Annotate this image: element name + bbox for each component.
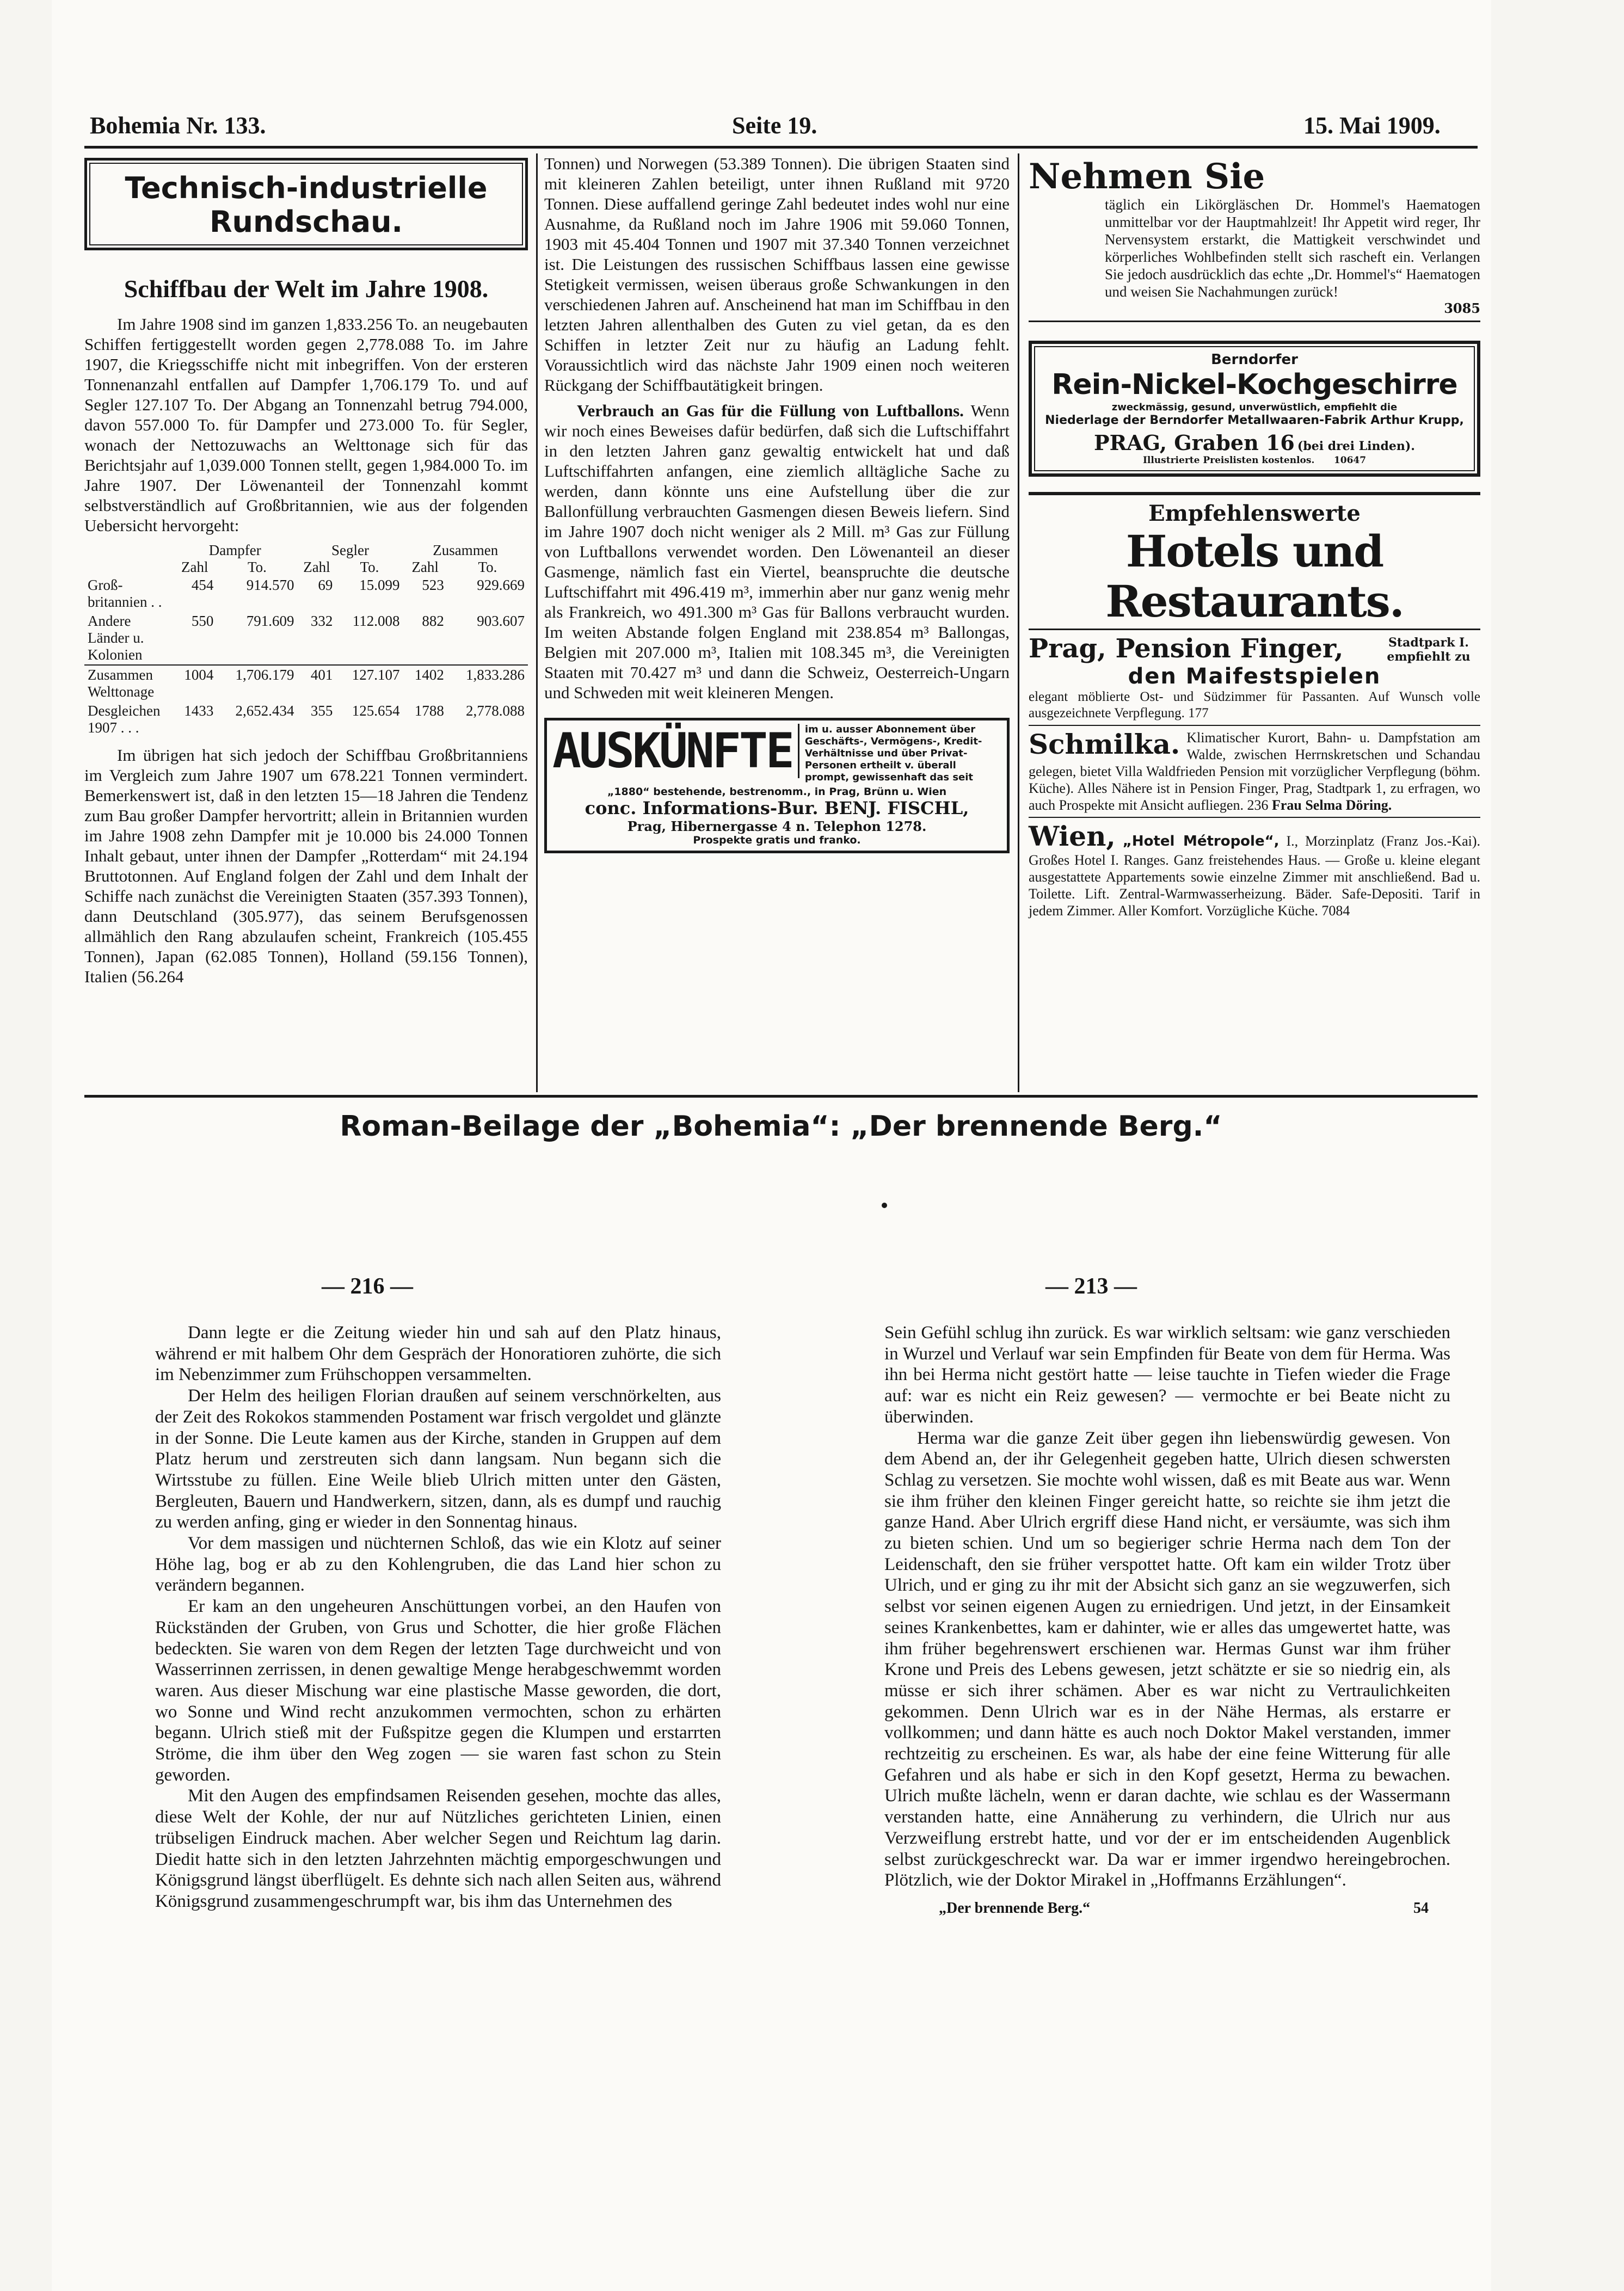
- divider: [1029, 629, 1480, 630]
- ad-auskuenfte-line-1: „1880“ bestehende, bestrenomm., in Prag, Brünn u. Wien: [607, 786, 947, 798]
- novel-right-paragraph: Herma war die ganze Zeit über gegen ihn liebenswürdig gewesen. Von dem Abend an, der ihr Gelegenheit gegeben hatte, Ulrich diesen schwersten Schlag zu versetzen. Sie mochte wohl wissen, daß es mit Beate aus war. Wenn sie ihm früher den kleinen Finger gereicht hatte, so reichte sie ihm jetzt die ganze Hand. Aber Ulrich ergriff diese Hand nicht, er versäumte, was sich ihm zu bieten schien. Und um so begieriger schrie Herma nach dem Ton der Leidenschaft, den sie früher verspottet hatte. Oft kam ein wilder Trotz über Ulrich, und er ging zu ihr mit der Absicht sich ganz an sie wegzuwerfen, sich selbst vor seinen eigenen Augen zu erniedrigen. Und jetzt, in der Einsamkeit seines Krankenbettes, kam er dahinter, wie er alles das umgewertet hatte, was ihm früher begehrenswert erschienen war. Hermas Gunst war ihm früher Krone und Preis des Lebens gewesen, jetzt schätzte er sie so niedrig ein, als müsse er sich ihrer schämen. Aber es war nicht zu Vertraulichkeiten gekommen. Denn Ulrich war es in der Nähe Hermas, als erstarre er vollkommen; und dann hätte es auch noch Doktor Makel verstanden, immer rechtzeitig zu erscheinen. Es war, als habe der eine feine Witterung für alle Gefahren und als habe er sich in den Kopf gesetzt, Herma zu bewachen. Ulrich mußte lächeln, wenn er daran dachte, wie schlau es der Wassermann verstanden hatte, eine Annäherung zu verhindern, die Ulrich nur aus Verzweiflung erstrebt hatte, und vor der er im entscheidenden Augenblick selbst zurückgeschreckt war. Da war er immer irgendwo hereingebrochen. Plötzlich, wie der Doktor Mirakel in „Hoffmanns Erzählungen“.: [884, 1428, 1450, 1890]
- hotel-finger-number: 177: [1188, 706, 1209, 720]
- article-title-shipbuilding: Schiffbau der Welt im Jahre 1908.: [124, 275, 489, 303]
- ad-berndorfer-line-1: Niederlage der Berndorfer Metallwaaren-Fabrik Arthur Krupp,: [1045, 414, 1464, 427]
- novel-right-paragraph: Sein Gefühl schlug ihn zurück. Es war wirklich seltsam: wie ganz verschieden in Wurzel und Verlauf war sein Empfinden für Beate von dem für Herma. Was ihn bei Herma nicht gestört hatte — leise tauchte in Tiefen wieder die Frage auf: war es nicht ein Reiz gewesen? — vermochte er bei Beate nicht zu überwinden.: [884, 1323, 1450, 1427]
- hotel-finger: [1029, 633, 1480, 664]
- novel-left-paragraph: Mit den Augen des empfindsamen Reisenden gesehen, mochte das alles, diese Welt der Kohle, der nur auf Nützliches gerichteten Linien, einen trübseligen Eindruck machen. Aber welcher Segen und Reichtum lag darin. Diedit hatte sich in den letzten Jahrzehnten mächtig emporgeschwungen und Königsgrund längst überflügelt. Es dehnte sich nach allen Seiten aus, während Königsgrund zusammengeschrumpft war, bis ihm das Unternehmen des: [155, 1786, 721, 1911]
- novel-right-page-number: — 213 —: [1045, 1274, 1137, 1299]
- divider: [1029, 321, 1480, 322]
- ad-auskuenfte-line-3: Prag, Hibernergasse 4 n. Telephon 1278.: [627, 818, 927, 834]
- table-row: Groß-britannien . . 454 914.570 69 15.099 523 929.669: [88, 577, 525, 610]
- ad-berndorfer-title: Rein-Nickel-Kochgeschirre: [1051, 368, 1457, 401]
- hotels-heading: Empfehlenswerte: [1148, 501, 1361, 526]
- novel-footer-number: 54: [1413, 1899, 1429, 1917]
- table-subhead: Zahl: [181, 559, 208, 575]
- divider: [1029, 492, 1480, 495]
- shipbuilding-continued: Tonnen) und Norwegen (53.389 Tonnen). Die übrigen Staaten sind mit kleineren Zahlen beteiligt, unter ihnen Rußland mit 9720 Tonnen. Diese auffallend geringe Zahl bedeutet indes wohl nur eine Ausnahme, da Rußland noch im Jahre 1906 mit 59.060 Tonnen, 1903 mit 45.404 Tonnen und 1907 mit 37.340 Tonnen verzeichnet ist. Die Leistungen des russischen Schiffbaus lassen eine gewisse Stetigkeit vermissen, weisen überaus große Schwankungen in den verschiedenen Jahren auf. Anscheinend hat man im Schiffbau in den letzten Jahren allenthalben des Guten zu viel getan, da es den Schiffen in letzter Zeit nur zu häufig an Ladung fehlt. Voraussichtlich wird das nächste Jahr 1909 einen noch weiteren Rückgang der Schiffbautätigkeit bringen.: [544, 154, 1010, 395]
- table-row: Desgleichen 1907 . . . 1433 2,652.434 355 125.654 1788 2,778.088: [88, 703, 525, 736]
- column-2: [544, 153, 1010, 853]
- hotel-schmilka-title: Schmilka.: [1029, 728, 1180, 760]
- table-row: Andere Länder u. Kolonien 550 791.609 332 112.008 882 903.607: [88, 613, 525, 663]
- table-row: Zusammen Welttonage 1004 1,706.179 401 127.107 1402 1,833.286: [84, 665, 528, 701]
- ad-berndorfer-number: 10647: [1333, 455, 1367, 466]
- rubric-box: [84, 158, 528, 250]
- divider: [1029, 725, 1480, 726]
- column-1: [84, 158, 528, 987]
- table-group-total: Zusammen: [433, 542, 499, 558]
- shipbuilding-paragraph-1: Im Jahre 1908 sind im ganzen 1,833.256 To. an neugebauten Schiffen fertiggestellt worden gegen 2,778.088 To. im Jahre 1907, die Kriegsschiffe nicht mit inbegriffen. Von der ersteren Tonnenanzahl entfallen auf Dampfer 1,706.179 To. und auf Segler 127.107 To. Der Abgang an Tonnenzahl betrug 794.000, davon 557.000 To. für Dampfer und 273.000 To. für Segler, wonach der Nettozuwachs an Welttonage sich für das Berichtsjahr auf 1,039.000 Tonnen stellt, gegen 1,984.000 To. im Jahre 1907. Der Löwenanteil der Tonnenzahl kommt selbstverständlich auf Großbritannien, wie aus der folgenden Uebersicht hervorgeht:: [84, 315, 528, 535]
- table-subhead: To.: [478, 559, 497, 575]
- ad-berndorfer-address-note: (bei drei Linden).: [1297, 439, 1415, 453]
- ad-auskuenfte: [544, 718, 1010, 853]
- column-divider-2: [1018, 153, 1019, 1092]
- hotel-wien-number: 7084: [1321, 903, 1350, 919]
- table-group-sailer: Segler: [331, 542, 369, 558]
- novel-left-paragraph: Dann legte er die Zeitung wieder hin und sah auf den Platz hinaus, während er mit halbem Ohr dem Gespräch der Honoratioren zuhörte, die sich im Nebenzimmer zum Frühschoppen versammelten.: [155, 1323, 721, 1385]
- newspaper-page: [52, 0, 1491, 2291]
- table-subhead: To.: [248, 559, 267, 575]
- header-issue: Bohemia Nr. 133.: [90, 112, 266, 139]
- ad-hommel-title: Nehmen Sie: [1029, 156, 1265, 197]
- hotel-finger-title: Prag, Pension Finger,: [1029, 633, 1344, 664]
- table-group-steamer: Dampfer: [208, 542, 261, 558]
- ad-berndorfer-sub: zweckmässig, gesund, unverwüstlich, empfiehlt die: [1111, 402, 1398, 413]
- ad-berndorfer: [1029, 341, 1480, 477]
- column-divider-1: [536, 153, 538, 1092]
- ad-auskuenfte-line-4: Prospekte gratis und franko.: [693, 834, 861, 846]
- hotel-finger-sub: den Maifestspielen: [1128, 664, 1381, 689]
- ad-auskuenfte-title: AUSKÜNFTE: [552, 724, 799, 778]
- gas-paragraph: Wenn wir noch eines Beweises dafür bedürfen, daß sich die Luftschiffahrt in den letzten Jahren ganz gewaltig entwickelt hat und daß Luftschiffahrten anfangen, eine ziemlich alltägliche Sache zu werden, dann könnte uns eine Aufstellung über die zur Ballonfüllung verbrauchten Gasmengen diesen Beweis liefern. Sind im Jahre 1907 doch nicht weniger als 2 Mill. m³ Gas zur Füllung von Luftballons verwendet worden. Den Löwenanteil an dieser Gasmenge, nämlich fast ein Viertel, beanspruchte die deutsche Luftschiffahrt mit 496.419 m³, immerhin aber nur ganz wenig mehr als Frankreich, wo 491.300 m³ Gas für Ballons verbraucht wurden. Im weiten Abstande folgen England mit 238.854 m³ Ballongas, Belgien mit 207.000 m³, Italien mit 108.345 m³, die Vereinigten Staaten mit 70.427 m³ und dann die Schweiz, Oesterreich-Ungarn und Schweden mit weit kleineren Mengen.: [544, 401, 1010, 702]
- column-3: [1029, 158, 1480, 919]
- shipbuilding-paragraph-2: Im übrigen hat sich jedoch der Schiffbau Großbritanniens im Vergleich zum Jahre 1907 um 678.221 Tonnen vermindert. Bemerkenswert ist, daß in den letzten 15—18 Jahren die Tendenz zum Bau großer Dampfer hervortritt; allein in Britannien wurden im Jahre 1908 zehn Dampfer mit je 10.000 bis 24.000 Tonnen Inhalt gebaut, unter ihnen der Dampfer „Rotterdam“ mit 24.194 Bruttotonnen. Auf England folgen der Zahl und dem Inhalt der Schiffe nach zunächst die Vereinigten Staaten (357.393 Tonnen), dann Deutschland (305.977), das seinem Berufsgenossen allmählich den Rang abzulaufen scheint, Frankreich (105.455 Tonnen), Japan (62.085 Tonnen), Holland (59.156 Tonnen), Italien (56.264: [84, 746, 528, 986]
- header-rule: [84, 146, 1478, 149]
- table-subhead: To.: [360, 559, 379, 575]
- novel-banner: Roman-Beilage der „Bohemia“: „Der brennende Berg.“: [340, 1110, 1222, 1143]
- hotel-schmilka-text: Klimatischer Kurort, Bahn- u. Dampfstation am Walde, zwischen Herrnskretschen und Schandau gelegen, bietet Villa Waldfrieden Pension mit vorzüglicher Verpflegung (böhm. Küche). Alles Nähere ist in Pension Finger, Prag, Stadtpark 1, zu erfragen, wo auch Prospekte mit Ansicht aufliegen.: [1029, 730, 1480, 813]
- divider: [1029, 817, 1480, 818]
- shipbuilding-table: [84, 542, 528, 737]
- banner-rule-top: [84, 1095, 1478, 1098]
- hotel-schmilka-number: 236: [1247, 797, 1269, 813]
- rubric-line-2: Rundschau.: [209, 205, 403, 239]
- ad-berndorfer-line-3: Illustrierte Preislisten kostenlos.: [1142, 455, 1315, 466]
- hotel-finger-text: elegant möblierte Ost- und Südzimmer für Passanten. Auf Wunsch volle ausgezeichnete Verpflegung.: [1029, 689, 1480, 720]
- table-subhead: Zahl: [411, 559, 439, 575]
- ad-hommel-number: 3085: [1444, 300, 1480, 316]
- novel-left-column: [155, 1322, 721, 1912]
- ad-auskuenfte-line-2: conc. Informations-Bur. BENJ. FISCHL,: [585, 798, 969, 818]
- header-page: Seite 19.: [732, 112, 817, 139]
- ad-auskuenfte-side: im u. ausser Abonnement über Geschäfts-, Vermögens-, Kredit-Verhältnisse und über Privat-Personen ertheilt v. überall prompt, gewissenhaft das seit: [804, 724, 982, 783]
- ad-hommel-text: täglich ein Likörgläschen Dr. Hommel's Haematogen unmittelbar vor der Hauptmahlzeit! Ihr Appetit wird reger, Ihr Nervensystem erstarkt, die Mattigkeit verschwindet und körperliches Wohlbefinden stellt sich rascheft ein. Verlangen Sie jedoch ausdrücklich das echte „Dr. Hommel's“ Haematogen und weisen Sie Nachahmungen zurück!: [1105, 196, 1480, 300]
- novel-left-page-number: — 216 —: [322, 1274, 413, 1299]
- hotel-schmilka-signature: Frau Selma Döring.: [1271, 797, 1392, 813]
- hotels-title: Hotels und Restaurants.: [1105, 526, 1404, 627]
- novel-right-column: [884, 1322, 1450, 1917]
- article-title-gas: Verbrauch an Gas für die Füllung von Luftballons.: [577, 401, 964, 420]
- novel-left-paragraph: Er kam an den ungeheuren Anschüttungen vorbei, an den Haufen von Rückständen der Gruben, von Grus und Schotter, die hier große Flächen bedeckten. Sie waren von dem Regen der letzten Tage durchweicht und von Wasserrinnen zerrissen, in denen gewaltige Menge herabgeschwemmt worden waren. Aus dieser Mischung war eine plastische Masse geworden, die dort, wo Sonne und Wind recht anzukommen vermochten, schon zu erhärten begann. Ulrich stieß mit der Fußspitze gegen die Klumpen und erstarrten Ströme, die ihm über den Weg zogen — sie waren fast schon zu Stein geworden.: [155, 1597, 721, 1785]
- ad-berndorfer-address: PRAG, Graben 16: [1094, 430, 1295, 455]
- header-date: 15. Mai 1909.: [1303, 112, 1441, 139]
- table-subhead: Zahl: [303, 559, 330, 575]
- hotel-wien-text: I., Morzinplatz (Franz Jos.-Kai). Großes Hotel I. Ranges. Ganz freistehendes Haus. — Große u. kleine elegant ausgestattete Appartements sowie einzelne Zimmer mit anschließend. Bad u. Toilette. Lift. Zentral-Warmwasserheizung. Bäder. Safe-Depositi. Tarif in jedem Zimmer. Aller Komfort. Vorzügliche Küche.: [1029, 833, 1480, 919]
- novel-footer-title: „Der brennende Berg.“: [939, 1899, 1091, 1917]
- ad-berndorfer-top: Berndorfer: [1211, 352, 1298, 368]
- hotel-finger-right: Stadtpark I. empfiehlt zu: [1387, 636, 1471, 664]
- hotel-wien-name: „Hotel Métropole“,: [1122, 833, 1279, 849]
- novel-left-paragraph: Vor dem massigen und nüchternen Schloß, das wie ein Klotz auf seiner Höhe lag, bog er ab zu den Kohlengruben, die das Land hier schon zu verändern begannen.: [155, 1534, 721, 1596]
- novel-left-paragraph: Der Helm des heiligen Florian draußen auf seinem verschnörkelten, aus der Zeit des Rokokos stammenden Postament war frisch vergoldet und glänzte in der Sonne. Die Leute kamen aus der Kirche, standen in Gruppen auf dem Platz herum und zerstreuten sich dann langsam. Nun begann sich die Wirtsstube zu füllen. Eine Weile blieb Ulrich mitten unter den Gästen, Bergleuten, Bauern und Handwerkern, sitzen, dann, als es dumpf und rauchig zu werden anfing, ging er wieder in den Sonnentag hinaus.: [155, 1386, 721, 1532]
- rubric-line-1: Technisch-industrielle: [125, 171, 488, 205]
- ink-dot: [882, 1203, 887, 1208]
- hotel-wien-title: Wien,: [1029, 820, 1116, 852]
